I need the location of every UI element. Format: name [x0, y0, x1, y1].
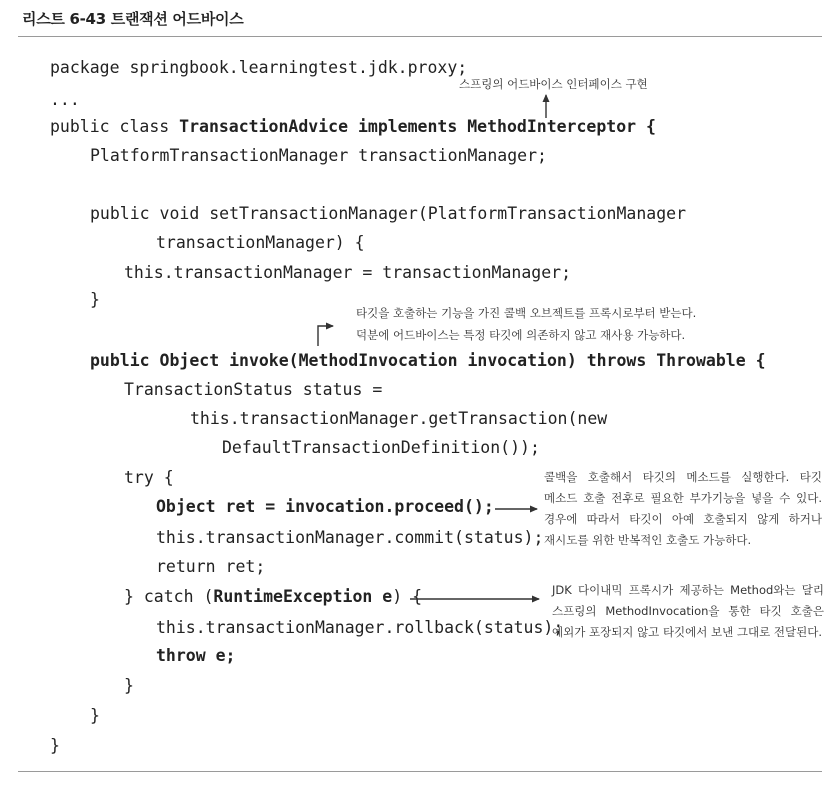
code-setter-body: this.transactionManager = transactionManager;: [124, 263, 572, 282]
code-package-line: package springbook.learningtest.jdk.proxy;: [50, 58, 468, 77]
interface-annotation: 스프링의 어드바이스 인터페이스 구현: [459, 77, 648, 91]
code-catch-line: [124, 587, 422, 607]
class-decl-prefix: public class: [50, 117, 180, 136]
exception-annotation: JDK 다이내믹 프록시가 제공하는 Method와는 달리 스프링의 MethodInvocation을 통한 타깃 호출은 예외가 포장되지 않고 타깃에서 보낸 그대로 전달된다.: [552, 583, 824, 639]
callback-arrow: [318, 326, 333, 346]
code-return-line: return ret;: [156, 557, 266, 576]
catch-suffix: ) {: [392, 587, 423, 606]
catch-prefix: } catch (: [124, 587, 214, 606]
code-commit-line: this.transactionManager.commit(status);: [156, 528, 544, 547]
code-rollback-line: this.transactionManager.rollback(status);: [156, 618, 564, 637]
code-status-line-3: DefaultTransactionDefinition());: [222, 438, 540, 457]
code-invoke-declaration: public Object invoke(MethodInvocation invocation) throws Throwable {: [90, 351, 766, 370]
code-status-line-2: this.transactionManager.getTransaction(new: [190, 409, 608, 428]
catch-exception: RuntimeException e: [213, 587, 393, 606]
callback-annotation-line-2: 덕분에 어드바이스는 특정 타깃에 의존하지 않고 재사용 가능하다.: [356, 328, 686, 342]
top-divider: [18, 36, 822, 37]
code-setter-signature-2: transactionManager) {: [156, 233, 365, 252]
code-status-line-1: TransactionStatus status =: [124, 380, 383, 399]
listing-title: 리스트 6-43 트랜잭션 어드바이스: [22, 10, 244, 28]
code-catch-close: }: [124, 676, 134, 695]
proceed-annotation: 콜백을 호출해서 타깃의 메소드를 실행한다. 타깃 메소드 호출 전후로 필요한 부가기능을 넣을 수 있다. 경우에 따라서 타깃이 아예 호출되지 않게 하거나 재시도를 위한 반복적인 호출도 가능하다.: [544, 470, 822, 547]
code-throw-line: throw e;: [156, 646, 236, 665]
callback-annotation-line-1: 타깃을 호출하는 기능을 가진 콜백 오브젝트를 프록시로부터 받는다.: [356, 306, 697, 320]
code-ellipsis-line: ...: [50, 90, 80, 109]
code-class-declaration: [50, 117, 656, 137]
code-setter-close: }: [90, 290, 100, 309]
code-try-open: try {: [124, 468, 174, 487]
bottom-divider: [18, 771, 822, 772]
code-setter-signature-1: public void setTransactionManager(PlatformTransactionManager: [90, 204, 687, 223]
code-field-declaration: PlatformTransactionManager transactionManager;: [90, 146, 547, 165]
class-decl-name: TransactionAdvice implements MethodInterceptor {: [179, 117, 656, 136]
code-method-close: }: [90, 706, 100, 725]
code-class-close: }: [50, 736, 60, 755]
code-proceed-line: Object ret = invocation.proceed();: [156, 497, 494, 516]
